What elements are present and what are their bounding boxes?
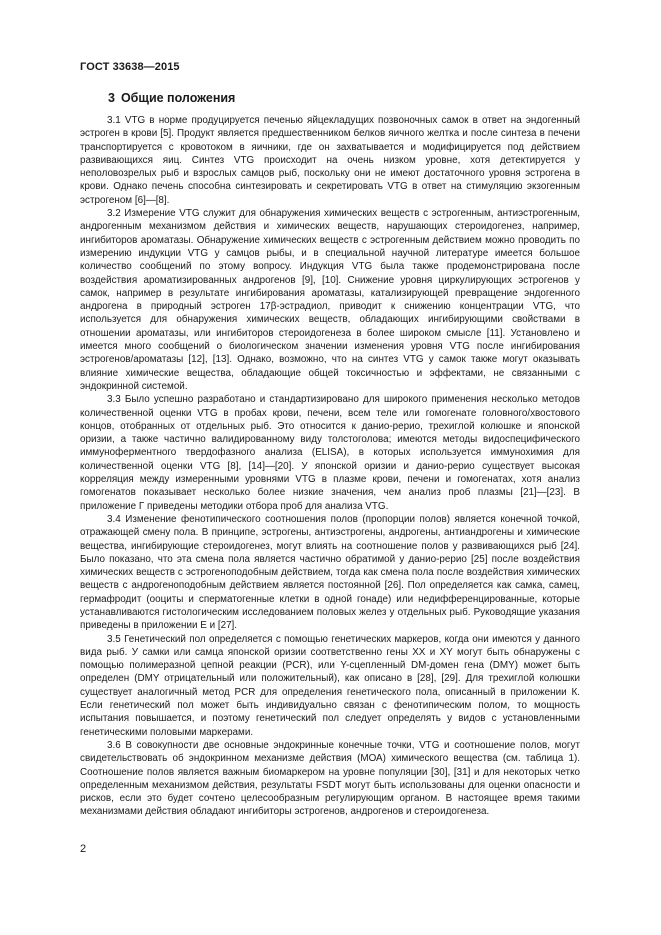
section-number: 3	[108, 91, 115, 105]
section-title: Общие положения	[120, 91, 236, 105]
page-number: 2	[80, 843, 87, 855]
paragraph-3-6: 3.6 В совокупности две основные эндокринные конечные точки, VTG и соотношение полов, могут свидетельствовать об эндокринном механизме действия (МОА) химического вещества (см. таблица 1). Соотношение полов является важным биомаркером на уровне популяции [30], [31] и для некоторых четко определенным механизмом действия, результаты FSDT могут быть использованы для оценки опасности и рисков, если это будет сочтено целесообразным регулирующим органом. В настоящее время такими механизмами действия обладают ингибиторы эстрогенов, андрогенов и стероидогенеза.	[80, 739, 580, 818]
section-heading	[108, 91, 235, 105]
paragraph-3-3: 3.3 Было успешно разработано и стандартизировано для широкого применения несколько методов количественной оценки VTG в пробах крови, печени, всем теле или гомогенате головного/хвостового концов, отобранных от отдельных рыб. Это относится к данио-рерио, трехиглой колюшке и японской оризии, а также частично валидированному виду толстоголова; имеются методы видоспецифического иммуноферментного твердофазного анализа (ELISA), в которых используется иммунохимия для количественной оценки VTG [8], [14]—[20]. У японской оризии и данио-рерио существует высокая корреляция между измеренными уровнями VTG в плазме крови, печени и гомогенатах, хотя анализ гомогенатов показывает несколько более низкие значения, чем анализ проб плазмы [21]—[23]. В приложение Г приведены методики отбора проб для анализа VTG.	[80, 394, 580, 512]
paragraph-3-5: 3.5 Генетический пол определяется с помощью генетических маркеров, когда они имеются у данного вида рыб. У самки или самца японской оризии соответственно гены ХХ и ХY могут быть обнаружены с помощью полимеразной цепной реакции (PCR), или Y-сцепленный DM-домен гена (DMY) может быть определен (DMY отрицательный или положительный), как описано в [28], [29]. Для трехиглой колюшки существует аналогичный метод PCR для определения генетического пола, описанный в приложении К. Если генетический пол может быть индивидуально связан с фенотипическим полом, то мощность испытания повышается, и поэтому генетический пол следует определять у видов с установленными генетическими половыми маркерами.	[80, 633, 580, 738]
paragraph-3-1: 3.1 VTG в норме продуцируется печенью яйцекладущих позвоночных самок в ответ на эндогенный эстроген в крови [5]. Продукт является предшественником белков яичного желтка и после синтеза в печени транспортируется с кровотоком в яичники, где он захватывается и модифицируется под действием развивающихся яиц. Синтез VTG происходит на очень низком уровне, хотя детектируется у неполовозрелых рыб и взрослых самцов рыб, поскольку они не имеют достаточного уровня эстрогена в крови. Однако печень способна синтезировать и секретировать VTG в ответ на стимуляцию экзогенным эстрогеном [6]—[8].	[80, 115, 580, 206]
document-header: ГОСТ 33638—2015	[80, 61, 180, 73]
document-body	[80, 114, 580, 819]
paragraph-3-2: 3.2 Измерение VTG служит для обнаружения химических веществ с эстрогенным, антиэстрогенным, андрогенным механизмом действия и химических веществ, нарушающих стероидогенез, например, ингибиторов ароматазы. Обнаружение химических веществ с эстрогенным действием можно проводить по измерению индукции VTG у самцов рыбы, и в специальной научной литературе имеется большое количество сообщений по этому вопросу. Индукция VTG была также продемонстрирована после воздействия ароматизированных андрогенов [9], [10]. Снижение уровня циркулирующих эстрогенов у самок, например в результате ингибирования ароматазы, катализирующей превращение эндогенного андрогена в природный эстроген 17β-эстрадиол, приводит к снижению концентрации VTG, что используется для обнаружения химических веществ, обладающих ингибирующими свойствами в отношении ароматазы, или ингибиторов стероидогенеза в более широком смысле [11]. Установлено и имеется много сообщений о биологическом значении изменения уровня VTG после ингибирования эстрогенов/ароматазы [12], [13]. Однако, возможно, что на синтез VTG у самок также могут оказывать влияние химические вещества, обладающие общей токсичностью и эффектами, не связанными с эндокринной системой.	[80, 208, 580, 392]
paragraph-3-4: 3.4 Изменение фенотипического соотношения полов (пропорции полов) является конечной точкой, отражающей смену пола. В принципе, эстрогены, антиэстрогены, андрогены, антиандрогены и химические вещества, ингибирующие стероидогенез, могут влиять на соотношение полов у развивающихся рыб [24]. Было показано, что эта смена пола является частично обратимой у данио-рерио [25] после воздействия химических веществ с эстрогеноподобным действием, тогда как смена пола после воздействия химических веществ с андрогеноподобным действием является постоянной [26]. Пол определяется как самка, самец, гермафродит (ооциты и сперматогенные клетки в одной гонаде) или недифференцированные, которые устанавливаются гистологическим исследованием половых желез у отдельных рыб. Руководящие указания приведены в приложении Е и [27].	[80, 513, 580, 632]
